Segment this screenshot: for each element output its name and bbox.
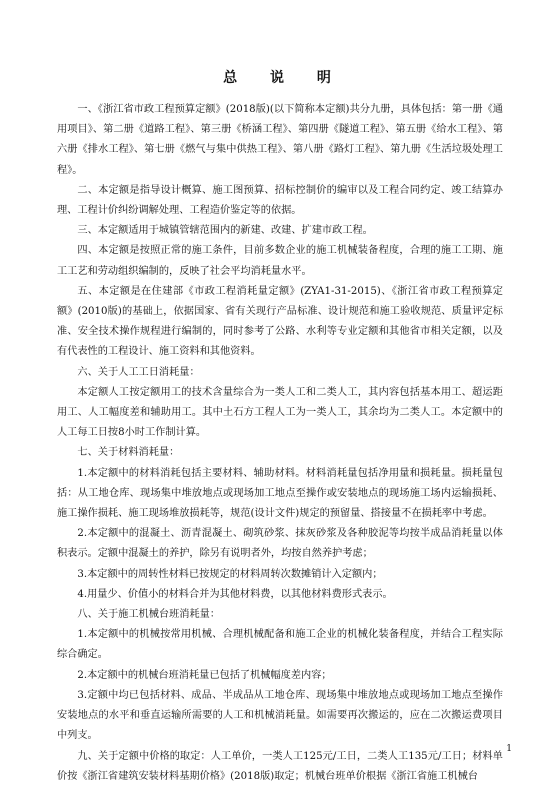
paragraph-5: 五、本定额是在住建部《市政工程消耗量定额》(ZYA1-31-2015)、《浙江省市政工程预算定额》(2010版)的基础上，依据国家、省有关现行产品标准、设计规范和施工验收规范、质量评定标准、安全技术操作规程进行编制的，同时参考了公路、水利等专业定额和其他省市相关定额，以及有代表性的工程设计、施工资料和其他资料。 xyxy=(57,285,503,358)
paragraph-7-item-2: 2.本定额中的混凝土、沥青混凝土、砌筑砂浆、抹灰砂浆及各种胶泥等均按半成品消耗量以体积表示。定额中混凝土的养护，除另有说明者外，均按自然养护考虑； xyxy=(57,528,503,560)
paragraph-7-item-4: 4.用量少、价值小的材料合并为其他材料费，以其他材料费形式表示。 xyxy=(77,588,393,600)
paragraph-7-item-1: 1.本定额中的材料消耗包括主要材料、辅助材料。材料消耗量包括净用量和损耗量。损耗量包括：从工地仓库、现场集中堆放地点或现场加工地点至操作或安装地点的现场施工场内运输损耗、施工操作损耗、施工现场堆放损耗等，规范(设计文件)规定的预留量、搭接量不在损耗率中考虑。 xyxy=(57,467,503,520)
paragraph-7-item-3: 3.本定额中的周转性材料已按规定的材料周转次数摊销计入定额内； xyxy=(77,568,383,580)
paragraph-8-item-1: 1.本定额中的机械按常用机械、合理机械配备和施工企业的机械化装备程度，并结合工程实际综合确定。 xyxy=(57,629,503,661)
paragraph-4: 四、本定额是按照正常的施工条件，目前多数企业的施工机械装备程度，合理的施工工期、施工工艺和劳动组织编制的，反映了社会平均消耗量水平。 xyxy=(57,245,503,277)
paragraph-8-item-2: 2.本定额中的机械台班消耗量已包括了机械幅度差内容； xyxy=(77,669,332,681)
paragraph-6-heading: 六、关于人工工日消耗量： xyxy=(77,366,200,378)
paragraph-8-heading: 八、关于施工机械台班消耗量： xyxy=(77,609,221,621)
page-title: 总 说 明 xyxy=(223,70,345,86)
paragraph-1: 一、《浙江省市政工程预算定额》(2018版)(以下简称本定额)共分九册，具体包括：第一册《通用项目》、第二册《道路工程》、第三册《桥涵工程》、第四册《隧道工程》、第五册《给水工程》、第六册《排水工程》、第七册《燃气与集中供热工程》、第八册《路灯工程》、第九册《生活垃圾处理工程》。 xyxy=(57,104,503,176)
document-body xyxy=(57,100,503,787)
paragraph-2: 二、本定额是指导设计概算、施工图预算、招标控制价的编审以及工程合同约定、竣工结算办理、工程计价纠纷调解处理、工程造价鉴定等的依据。 xyxy=(57,184,503,217)
paragraph-9: 九、关于定额中价格的取定：人工单价，一类人工125元/工日，二类人工135元/工日；材料单价按《浙江省建筑安装材料基期价格》(2018版)取定；机械台班单价根据《浙江省施工机械台 xyxy=(57,750,503,782)
page-number: 1 xyxy=(506,744,512,754)
paragraph-3: 三、本定额适用于城镇管辖范围内的新建、改建、扩建市政工程。 xyxy=(77,225,373,237)
paragraph-6-body: 本定额人工按定额用工的技术含量综合为一类人工和二类人工，其内容包括基本用工、超运距用工、人工幅度差和辅助用工。其中土石方工程人工为一类人工，其余均为二类人工。本定额中的人工每工日按8小时工作制计算。 xyxy=(57,386,503,439)
paragraph-7-heading: 七、关于材料消耗量： xyxy=(77,447,180,459)
paragraph-8-item-3: 3.定额中均已包括材料、成品、半成品从工地仓库、现场集中堆放地点或现场加工地点至操作安装地点的水平和垂直运输所需要的人工和机械消耗量。如需要再次搬运的，应在二次搬运费项目中列支。 xyxy=(57,689,503,742)
